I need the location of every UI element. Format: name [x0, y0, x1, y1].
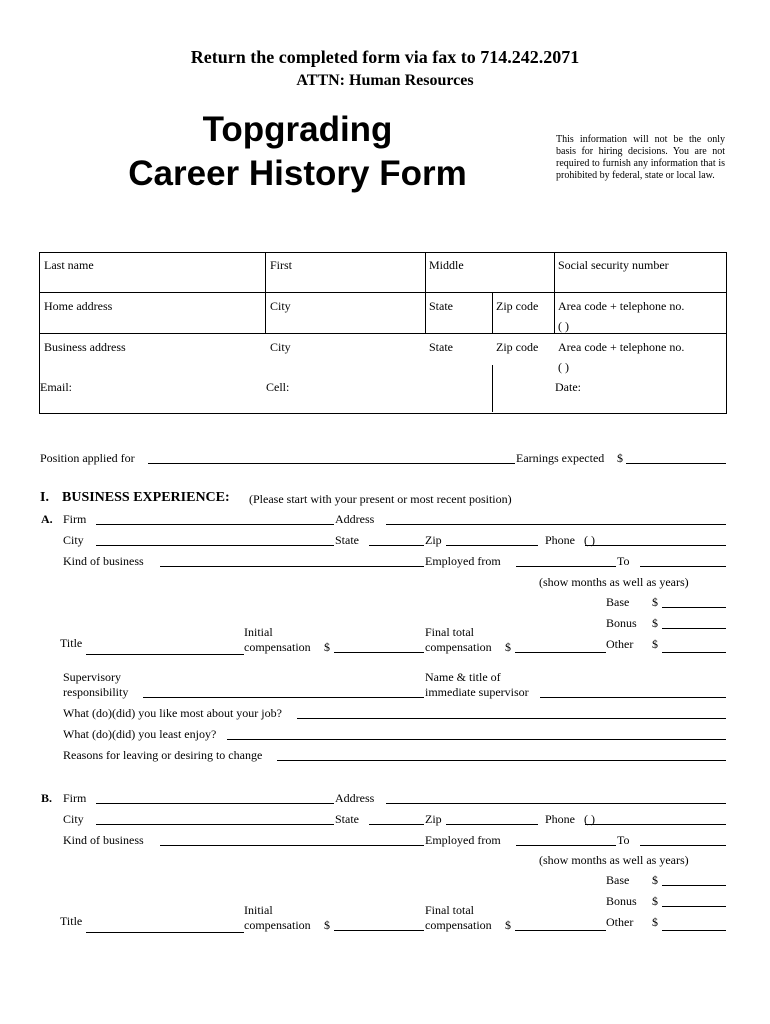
section-roman: I. — [40, 490, 49, 505]
firm-input-line[interactable] — [96, 524, 334, 525]
other-input-line[interactable] — [662, 652, 726, 653]
supervisor-name-label-2: immediate supervisor — [425, 685, 529, 699]
firm-input-line[interactable] — [96, 803, 334, 804]
title-input-line[interactable] — [86, 654, 244, 655]
final-comp-input-line[interactable] — [515, 930, 606, 931]
first-name-field[interactable]: First — [270, 258, 293, 272]
city-input-line[interactable] — [96, 545, 334, 546]
zip-input-line[interactable] — [446, 545, 538, 546]
other-dollar: $ — [652, 637, 658, 651]
home-zip-field[interactable]: Zip code — [496, 299, 539, 313]
like-most-label: What (do)(did) you like most about your job? — [63, 706, 282, 720]
employed-from-label: Employed from — [425, 833, 501, 847]
home-address-field[interactable]: Home address — [44, 299, 113, 313]
fax-instruction: Return the completed form via fax to 714.242.2071 — [190, 47, 580, 67]
last-name-field[interactable]: Last name — [44, 258, 94, 272]
kind-business-input-line[interactable] — [160, 566, 424, 567]
employed-to-input-line[interactable] — [640, 845, 726, 846]
bonus-dollar: $ — [652, 894, 658, 908]
col-divider — [425, 252, 426, 333]
col-divider — [492, 365, 493, 412]
state-input-line[interactable] — [369, 824, 424, 825]
earnings-label: Earnings expected — [516, 451, 605, 465]
state-label: State — [335, 812, 359, 826]
like-most-input-line[interactable] — [297, 718, 726, 719]
phone-label: Phone — [545, 812, 575, 826]
base-label: Base — [606, 873, 630, 887]
address-label: Address — [335, 791, 375, 805]
position-label: Position applied for — [40, 451, 135, 465]
reasons-input-line[interactable] — [277, 760, 726, 761]
to-label: To — [617, 554, 630, 568]
title-label: Title — [60, 914, 83, 928]
form-title-line1: Topgrading — [202, 110, 393, 149]
earnings-input-line[interactable] — [626, 463, 726, 464]
home-state-field[interactable]: State — [429, 299, 453, 313]
section-title: BUSINESS EXPERIENCE: — [62, 490, 230, 505]
col-divider — [265, 252, 266, 333]
address-input-line[interactable] — [386, 524, 726, 525]
supervisory-label-1: Supervisory — [63, 670, 121, 684]
firm-label: Firm — [63, 791, 87, 805]
initial-comp-label-2: compensation — [244, 918, 311, 932]
position-input-line[interactable] — [148, 463, 515, 464]
legal-disclaimer: This information will not be the only basis for hiring decisions. You are not required to furnish any information that is prohibited by federal, state or local law. — [556, 134, 725, 181]
initial-comp-input-line[interactable] — [334, 652, 424, 653]
home-phone-field[interactable]: Area code + telephone no. — [558, 299, 685, 313]
bonus-dollar: $ — [652, 616, 658, 630]
base-input-line[interactable] — [662, 885, 726, 886]
employed-from-input-line[interactable] — [516, 845, 616, 846]
least-enjoy-input-line[interactable] — [227, 739, 726, 740]
supervisory-label-2: responsibility — [63, 685, 129, 699]
business-city-field[interactable]: City — [270, 340, 291, 354]
business-area-code: ( ) — [558, 360, 569, 374]
initial-comp-input-line[interactable] — [334, 930, 424, 931]
final-comp-label-2: compensation — [425, 918, 492, 932]
middle-name-field[interactable]: Middle — [429, 258, 464, 272]
business-address-field[interactable]: Business address — [44, 340, 126, 354]
other-label: Other — [606, 637, 634, 651]
phone-input-line[interactable] — [585, 545, 726, 546]
employed-from-input-line[interactable] — [516, 566, 616, 567]
show-months-note: (show months as well as years) — [539, 853, 689, 867]
zip-input-line[interactable] — [446, 824, 538, 825]
state-label: State — [335, 533, 359, 547]
initial-comp-label-2: compensation — [244, 640, 311, 654]
title-label: Title — [60, 636, 83, 650]
form-title-line2: Career History Form — [128, 154, 467, 193]
address-input-line[interactable] — [386, 803, 726, 804]
base-dollar: $ — [652, 873, 658, 887]
final-comp-label-1: Final total — [425, 903, 474, 917]
home-city-field[interactable]: City — [270, 299, 291, 313]
initial-comp-label-1: Initial — [244, 625, 273, 639]
city-input-line[interactable] — [96, 824, 334, 825]
bonus-input-line[interactable] — [662, 906, 726, 907]
bonus-label: Bonus — [606, 616, 637, 630]
row-divider — [39, 333, 726, 334]
final-comp-input-line[interactable] — [515, 652, 606, 653]
final-comp-dollar: $ — [505, 640, 511, 654]
business-zip-field[interactable]: Zip code — [496, 340, 539, 354]
bonus-input-line[interactable] — [662, 628, 726, 629]
entry-b-marker: B. — [41, 791, 53, 805]
firm-label: Firm — [63, 512, 87, 526]
ssn-field[interactable]: Social security number — [558, 258, 669, 272]
business-phone-field[interactable]: Area code + telephone no. — [558, 340, 685, 354]
employed-to-input-line[interactable] — [640, 566, 726, 567]
base-label: Base — [606, 595, 630, 609]
employed-from-label: Employed from — [425, 554, 501, 568]
show-months-note: (show months as well as years) — [539, 575, 689, 589]
title-input-line[interactable] — [86, 932, 244, 933]
reasons-label: Reasons for leaving or desiring to change — [63, 748, 263, 762]
city-label: City — [63, 533, 84, 547]
base-input-line[interactable] — [662, 607, 726, 608]
phone-area-code: ( ) — [584, 812, 595, 826]
initial-comp-dollar: $ — [324, 918, 330, 932]
kind-business-input-line[interactable] — [160, 845, 424, 846]
kind-business-label: Kind of business — [63, 833, 144, 847]
section-note: (Please start with your present or most recent position) — [249, 492, 512, 506]
zip-label: Zip — [425, 812, 442, 826]
final-comp-label-2: compensation — [425, 640, 492, 654]
least-enjoy-label: What (do)(did) you least enjoy? — [63, 727, 217, 741]
date-field[interactable]: Date: — [555, 380, 581, 394]
supervisory-input-line[interactable] — [143, 697, 424, 698]
col-divider — [492, 292, 493, 333]
cell-field[interactable]: Cell: — [266, 380, 290, 394]
supervisor-name-label-1: Name & title of — [425, 670, 501, 684]
base-dollar: $ — [652, 595, 658, 609]
phone-label: Phone — [545, 533, 575, 547]
final-comp-dollar: $ — [505, 918, 511, 932]
zip-label: Zip — [425, 533, 442, 547]
email-field[interactable]: Email: — [40, 380, 72, 394]
entry-a-marker: A. — [41, 512, 53, 526]
supervisor-name-input-line[interactable] — [540, 697, 726, 698]
col-divider — [554, 252, 555, 333]
city-label: City — [63, 812, 84, 826]
initial-comp-label-1: Initial — [244, 903, 273, 917]
row-divider — [39, 292, 726, 293]
phone-input-line[interactable] — [585, 824, 726, 825]
initial-comp-dollar: $ — [324, 640, 330, 654]
other-input-line[interactable] — [662, 930, 726, 931]
final-comp-label-1: Final total — [425, 625, 474, 639]
bonus-label: Bonus — [606, 894, 637, 908]
phone-area-code: ( ) — [584, 533, 595, 547]
earnings-dollar: $ — [617, 451, 623, 465]
state-input-line[interactable] — [369, 545, 424, 546]
other-dollar: $ — [652, 915, 658, 929]
kind-business-label: Kind of business — [63, 554, 144, 568]
home-area-code: ( ) — [558, 319, 569, 333]
other-label: Other — [606, 915, 634, 929]
address-label: Address — [335, 512, 375, 526]
business-state-field[interactable]: State — [429, 340, 453, 354]
to-label: To — [617, 833, 630, 847]
attention-line: ATTN: Human Resources — [296, 72, 474, 89]
